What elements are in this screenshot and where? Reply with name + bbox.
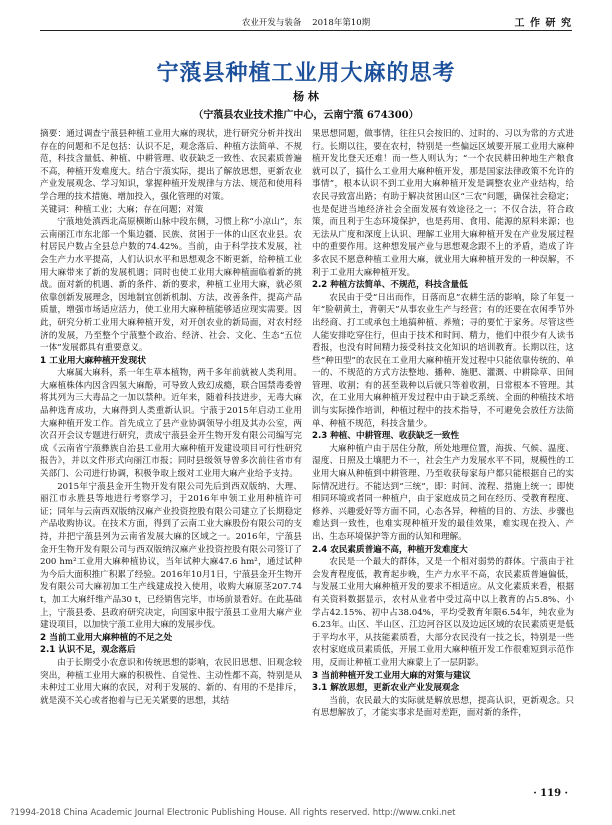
body-paragraph: 宁蒗地处滇西北高原横断山脉中段东侧，习惯上称“小凉山”，东云南丽江市东北部一个集边疆、民族、贫困于一体的山区农业县。农村居民户数占全县总户数的74.42%。当前，由于科学技术发展，社会生产力水平提高，人们认识水平和思想观念不断更新，给种植工业用大麻带来了新的发展机遇；同时也使工业用大麻种植面临着新的挑战。面对新的机遇、新的条件、新的要求，种植工业用大麻，就必须依靠创新发展理念，因地制宜创新机制、方法，改善条件，提高产品质量，增强市场适应活力，使工业用大麻种植能够适应现实需要。因此，研究分析工业用大麻种植开发，对开创农业的新局面，对农村经济的发展，乃至整个宁蒗整个政治、经济、社会、文化、生态“五位一体”发展都具有重要意义。 (40, 217, 302, 354)
body-paragraph: 大麻种植户由于居住分散，所处地理位置，海拔、气候、温度、湿度、日照及土壤肥力不一，社会生产力发展水平不同，规模性的工业用大麻从种植到中耕管理、乃至收获每家每户都只能根据自己的实际情况进行。不能达到“三统”，即：时间、流程、措施上统一；即使相同环境或者同一种植户，由于家庭成员之间在经历、受教育程度、修养、兴趣爱好等方面不同，心态各异，种植的目的、方法、步骤也难达到一致性，也难实现种植开发的最佳效果，难实现在投入、产出、生态环境保护等方面的认知和理解。 (312, 443, 574, 542)
author-name: 杨 林 (293, 90, 319, 103)
body-paragraph: 由于长期受小农意识和传统思想的影响，农民旧思想、旧观念较突出，种植工业用大麻的积极性、自觉性、主动性都不高，特别是从未种过工业用大麻的农民，对利于发展的、新的、有用的不是排斥，就是漠不关心或者抱着与已无关紧要的思想，其结 (40, 657, 302, 706)
keywords: 关键词：种植工业；大麻；存在问题；对策 (40, 204, 204, 215)
abstract: 摘要：通过调查宁蒗县种植工业用大麻的现状，进行研究分析并找出存在的问题和不足包括：认识不足，观念落后、种植方法简单、不规范，科技含量低、种植、中耕管理、收获缺乏一致性、农民素质普遍不高，种植开发难度大。结合宁蒗实际，提出了解放思想，更新农业产业发展观念、学习知识，掌握种植开发规律与方法、规范和使用科学合理的技术措施、增加投入，强化管理的对策。 (40, 129, 302, 202)
right-column (312, 128, 574, 720)
body-paragraph-continued: 果思想同题，做事情，往往只会按旧的、过时的、习以为常的方式进行。长期以往，要在农村，特别是一些偏远区域要开展工业用大麻种植开发比登天还难！而一些人则认为；“一个农民耕田种地生产粮食就可以了，搞什么工业用大麻种植开发，那是国家法律政策不允许的事情”，根本认识不到工业用大麻种植开发是调整农业产业结构，给农民寻致富出路；有助于解决贫困山区“三农”问题，确保社会稳定；也是促进当地经济社会全面发展有效途径之一；不仅合法，符合政策，而且利于生态环境保护，也是药用、食用、能源的原料来源；也无法从广度和深度上认识、理解工业用大麻种植开发在产业发展过程中的重要作用。这种想发展产业与思想观念跟不上的矛盾，造成了许多农民不愿意种植工业用大麻，就业用大麻种植开发的一种误解，不利于工业用大麻种植开发。 (312, 129, 574, 278)
body-paragraph: 当前，农民最大的实际就是解放思想，提高认识，更新观念。只有思想解放了，才能实事求是面对差距，面对新的条件， (312, 695, 574, 719)
subsection-heading: 2.4 农民素质普遍不高，种植开发难度大 (312, 544, 468, 555)
left-column (40, 128, 302, 707)
subsection-heading: 2.3 种植、中耕管理、收获缺乏一致性 (312, 431, 460, 442)
section-heading: 2 当前工业用大麻种植的不足之处 (40, 632, 173, 643)
author-affiliation: （宁蒗县农业技术推广中心，云南宁蒗 674300） (193, 110, 419, 121)
subsection-heading: 2.2 种植方法简单、不规范，科技含量低 (312, 280, 468, 291)
subsection-heading: 2.1 认识不足，观念落后 (40, 645, 136, 656)
running-header (40, 14, 572, 31)
page-number: · 119 · (533, 788, 568, 799)
body-paragraph: 2015年宁蒗县金开生物开发有限公司先后到西双版纳、大理、丽江市永胜县等地进行考察学习，于2016年申领工业用种植许可证；同年与云南西双版纳汉麻产业投资控股有限公司建立了长期稳定产品收购协议。在技术方面，得到了云南工业大麻股份有限公司的支持，并把宁蒗县列为云南省发展大麻的区域之一。2016年，宁蒗县金开生物开发有限公司与西双版纳汉麻产业投资控股有限公司签订了200 hm²工业用大麻种植协议，当年试种大麻47.6 hm²，通过试种为今后大面积推广积累了经验。2016年10月1日，宁蒗县金开生物开发有限公司大麻初加工生产线建成投入使用，收购大麻原茎207.74 t，加工大麻纤维产品30 t，已经销售完毕，市场前景看好。在此基础上，宁蒗县委、县政府研究决定，向国家申报宁蒗县工业用大麻产业建设项目，以加快宁蒗工业用大麻的发展步伐。 (40, 481, 302, 631)
article-title: 宁蒗县种植工业用大麻的思考 (156, 61, 456, 86)
subsection-heading: 3.1 解放思想，更新农业产业发展观念 (312, 683, 460, 694)
copyright-footer: ?1994-2018 China Academic Journal Electronic Publishing House. All rights reserved. http://www.cnki.net (10, 808, 456, 818)
journal-name: 农业开发与装备 (241, 18, 302, 28)
journal-issue (40, 16, 572, 28)
section-heading: 3 当前种植开发工业用大麻的对策与建议 (312, 670, 471, 681)
body-paragraph: 农民是一个最大的群体，又是一个相对弱势的群体。宁蒗由于社会发育程度低，教育起步晚，生产力水平不高，农民素质普遍偏低，与发展工业用大麻种植开发的要求不相适应。从文化素质来看，根据有关资料数据显示，农村从业者中受过高中以上教育的占5.8%、小学占42.15%、初中占38.04%，平均受教育年限6.54年，纯农业为6.23年。山区、半山区、江边河谷区以及边远区域的农民素质更是低于平均水平，从技能素质看，大部分农民没有一技之长，特别是一些农村家庭成员素质低，开展工业用大麻种植开发工作很难短到示范作用，反而让种植工业用大麻蒙上了一层阴影。 (312, 557, 574, 668)
section-heading: 1 工业用大麻种植开发现状 (40, 355, 146, 366)
issue-label: 2018年第10期 (312, 18, 371, 28)
body-paragraph: 大麻属大麻科，系一年生草本植物，两千多年前就被人类利用。大麻植株体内因含四氢大麻酚，可导致人致幻成瘾，联合国禁毒委曾将其列为三大毒品之一加以禁种。近年来，随着科技进步，无毒大麻品种选育成功，大麻得到人类重新认识。宁蒗于2015年启动工业用大麻种植开发工作。首先成立了县产业协调领导小组及其办公室，两次召开会议专题进行研究，责成宁蒗县金开生物开发有限公司编写完成《云南省宁蒗彝族自治县工业用大麻种植开发建设项目可行性研究报告》，并以文件形式向丽江市报；同时县级领导曾多次前往省市有关部门、公司进行协调，积极争取上级对工业用大麻产业给予支持。 (40, 368, 302, 480)
section-label: 工 作 研 究 (514, 18, 572, 29)
body-paragraph: 农民由于受“日出而作，日落而息”农耕生活的影响，除了年复一年“脸朝黄土，背朝天”从事农业生产与经营；有的还要在农闲季节外出经商、打工或承包土地搞种植、养殖；寻的要忙于家务。尽管这些人能安排吃穿住行，但由于技术和时间、精力，他们中很少有人读书看报，也没有时间精力接受科技文化知识的培训教育。长期以往，这些“种田型”的农民在工业用大麻种植开发过程中只能依靠传统的、单一的、不规范的方式方法整地、播种、施肥、灌溉、中耕除草、田间管理、收割；有的甚至栽种以后就只等着收割，日常根本不管理。其次，在工业用大麻种植开发过程中由于缺乏系统、全面的种植技术培训与实际操作培训，种植过程中的技术指导，不可避免会放任方法简单、种植不规范，科技含量少。 (312, 292, 574, 429)
